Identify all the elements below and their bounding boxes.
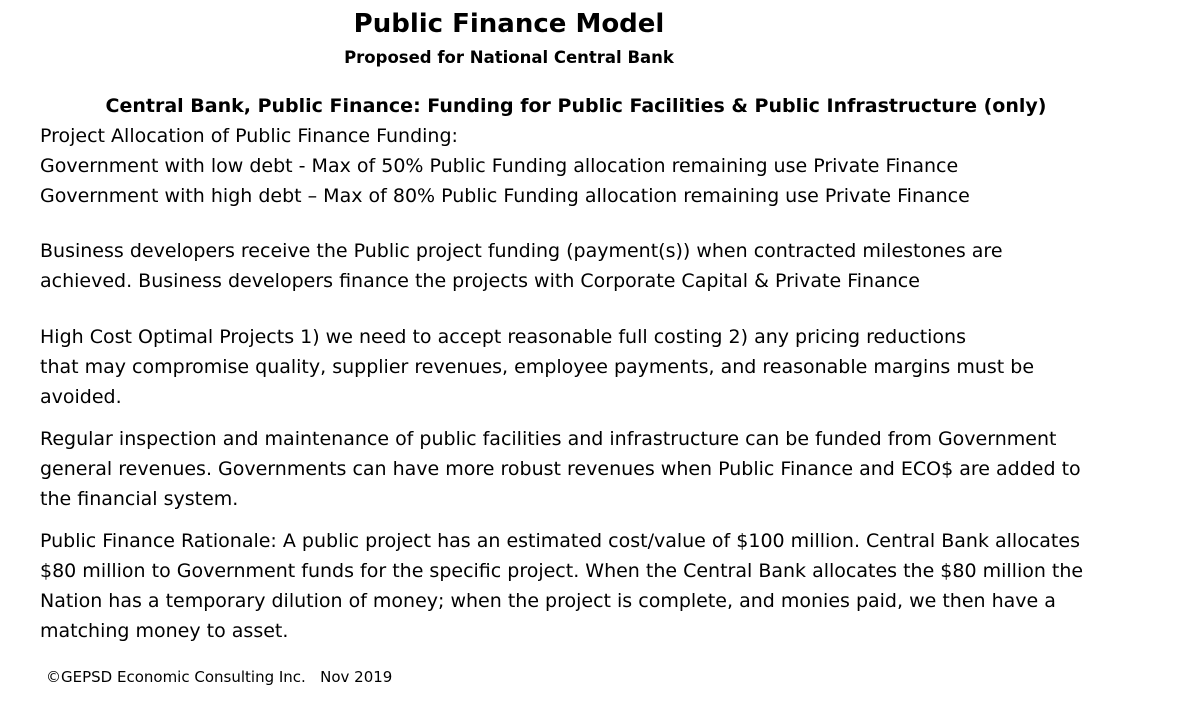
- copyright-footer: ©GEPSD Economic Consulting Inc. Nov 2019: [46, 668, 393, 686]
- paragraph-line: Government with low debt - Max of 50% Public Funding allocation remaining use Private Finance: [40, 155, 959, 177]
- paragraph-line: High Cost Optimal Projects 1) we need to accept reasonable full costing 2) any pricing reductions: [40, 326, 966, 348]
- maintenance-paragraph: [40, 424, 1170, 514]
- high-cost-paragraph: [40, 322, 1170, 412]
- allocation-paragraph: [40, 121, 1170, 211]
- paragraph-line: general revenues. Governments can have more robust revenues when Public Finance and ECO$ are added to: [40, 458, 1081, 480]
- paragraph-line: matching money to asset.: [40, 620, 289, 642]
- paragraph-line: Project Allocation of Public Finance Funding:: [40, 125, 458, 147]
- developers-paragraph: [40, 236, 1170, 296]
- paragraph-line: avoided.: [40, 386, 122, 408]
- slide-title: Public Finance Model: [353, 9, 665, 39]
- paragraph-line: Business developers receive the Public project funding (payment(s)) when contracted milestones are: [40, 240, 1003, 262]
- paragraph-line: Public Finance Rationale: A public project has an estimated cost/value of $100 million. Central Bank allocates: [40, 530, 1080, 552]
- rationale-paragraph: [40, 526, 1170, 646]
- paragraph-line: the financial system.: [40, 488, 239, 510]
- paragraph-line: that may compromise quality, supplier revenues, employee payments, and reasonable margins must be: [40, 356, 1035, 378]
- section-heading: Central Bank, Public Finance: Funding for Public Facilities & Public Infrastructure (only): [105, 95, 1047, 117]
- paragraph-line: Regular inspection and maintenance of public facilities and infrastructure can be funded from Government: [40, 428, 1057, 450]
- paragraph-line: $80 million to Government funds for the specific project. When the Central Bank allocates the $80 million the: [40, 560, 1084, 582]
- paragraph-line: Nation has a temporary dilution of money; when the project is complete, and monies paid, we then have a: [40, 590, 1056, 612]
- slide-subtitle: Proposed for National Central Bank: [344, 48, 674, 67]
- paragraph-line: Government with high debt – Max of 80% Public Funding allocation remaining use Private Finance: [40, 185, 970, 207]
- paragraph-line: achieved. Business developers finance the projects with Corporate Capital & Private Finance: [40, 270, 920, 292]
